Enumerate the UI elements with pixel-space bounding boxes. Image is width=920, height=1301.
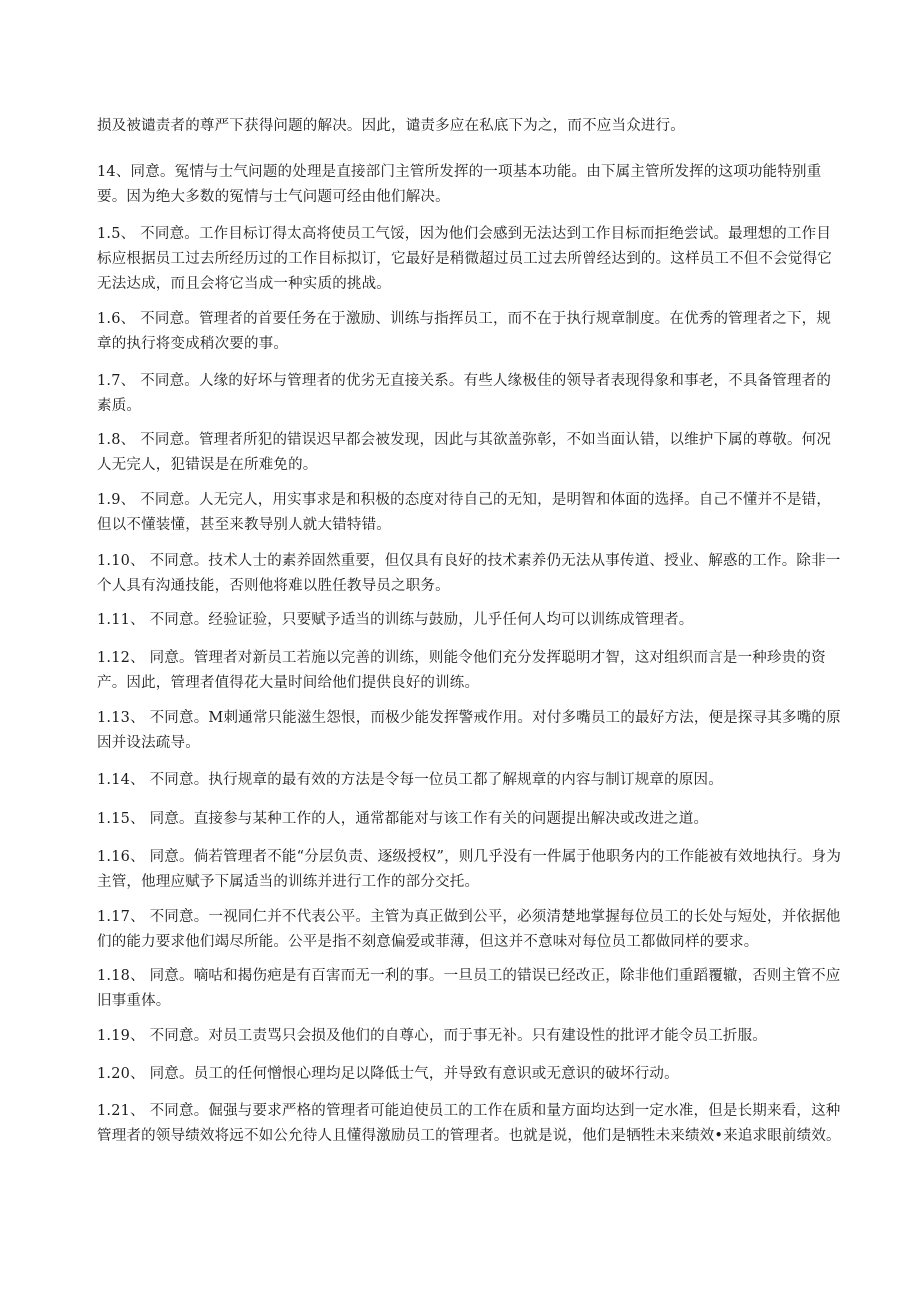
paragraph-item-14: 14、同意。冤情与士气问题的处理是直接部门主管所发挥的一项基本功能。由下属主管所发挥的这项功能特别重要。因为绝大多数的冤情与士气问题可经由他们解决。 [97,164,822,205]
paragraph-item-1-13: 1.13、 不同意。M刺通常只能滋生怨恨，而极少能发挥警戒作用。对付多嘴员工的最好方法，便是探寻其多嘴的原因并设法疏导。 [97,710,841,751]
paragraph-continuation: 损及被谴责者的尊严下获得问题的解决。因此，谴责多应在私底下为之，而不应当众进行。 [97,118,685,134]
paragraph-item-1-15: 1.15、 同意。直接参与某种工作的人，通常都能对与该工作有关的问题提出解决或改进之道。 [97,811,709,827]
paragraph-item-1-10: 1.10、 不同意。技术人士的素养固然重要，但仅具有良好的技术素养仍无法从事传道、授业、解惑的工作。除非一个人具有沟通技能，否则他将难以胜任教导员之职务。 [97,553,841,594]
paragraph-item-1-11: 1.11、 不同意。经验证验，只要赋予适当的训练与鼓励，儿乎任何人均可以训练成管理者。 [97,612,694,628]
paragraph-item-1-20: 1.20、 同意。员工的任何憎恨心理均足以降低士气，并导致有意识或无意识的破坏行动。 [97,1066,679,1082]
paragraph-item-1-18: 1.18、 同意。嘀咕和揭伤疤是有百害而无一利的事。一旦员工的错误已经改正，除非他们重蹈覆辙，否则主管不应旧事重体。 [97,968,841,1009]
paragraph-item-1-21: 1.21、 不同意。倔强与要求严格的管理者可能迫使员工的工作在质和量方面均达到一定水准，但是长期来看，这种管理者的领导绩效将远不如公允待人且懂得激励员工的管理者。也就是说，他们是牺牲未来绩效•来追求眼前绩效。 [97,1103,841,1144]
paragraph-item-1-8: 1.8、 不同意。管理者所犯的错误迟早都会被发现，因此与其欲盖弥彰，不如当面认错，以维护下属的尊敬。何况人无完人，犯错误是在所难免的。 [97,432,832,473]
paragraph-item-1-12: 1.12、 同意。管理者对新员工若施以完善的训练，则能令他们充分发挥聪明才智，这对组织而言是一种珍贵的资产。因此，管理者值得花大量时间给他们提供良好的训练。 [97,650,826,691]
paragraph-item-1-19: 1.19、 不同意。对员工责骂只会损及他们的自尊心，而于事无补。只有建设性的批评才能令员工折服。 [97,1028,767,1044]
paragraph-item-1-17: 1.17、 不同意。一视同仁并不代表公平。主管为真正做到公平，必须清楚地掌握每位员工的长处与短处，并依据他们的能力要求他们竭尽所能。公平是指不刻意偏爱或菲薄，但这并不意味对每位员工都做同样的要求。 [97,909,841,950]
paragraph-item-1-16: 1.16、 同意。倘若管理者不能“分层负责、逐级授权”，则几乎没有一件属于他职务内的工作能被有效地执行。身为主管，他理应赋予下属适当的训练并进行工作的部分交托。 [97,849,842,890]
paragraph-item-1-9: 1.9、 不同意。人无完人，用实事求是和积极的态度对待自己的无知，是明智和体面的选择。自己不懂并不是错，但以不懂装懂，甚至来教导别人就大错特错。 [97,492,832,533]
paragraph-item-1-7: 1.7、 不同意。人缘的好坏与管理者的优劣无直接关系。有些人缘极佳的领导者表现得象和事老，不具备管理者的素质。 [97,373,832,414]
paragraph-item-1-14: 1.14、 不同意。执行规章的最有效的方法是令每一位员工都了解规章的内容与制订规章的原因。 [97,772,723,788]
paragraph-item-1-6: 1.6、 不同意。管理者的首要任务在于激励、训练与指挥员工，而不在于执行规章制度。在优秀的管理者之下，规章的执行将变成稍次要的事。 [97,311,832,352]
paragraph-item-1-5: 1.5、 不同意。工作目标订得太高将使员工气馁，因为他们会感到无法达到工作目标而拒绝尝试。最理想的工作目标应根据员工过去所经历过的工作目标拟订，它最好是稍微超过员工过去所曾经达到的。这样员工不但不会觉得它无法达成，而且会将它当成一种实质的挑战。 [97,226,832,292]
